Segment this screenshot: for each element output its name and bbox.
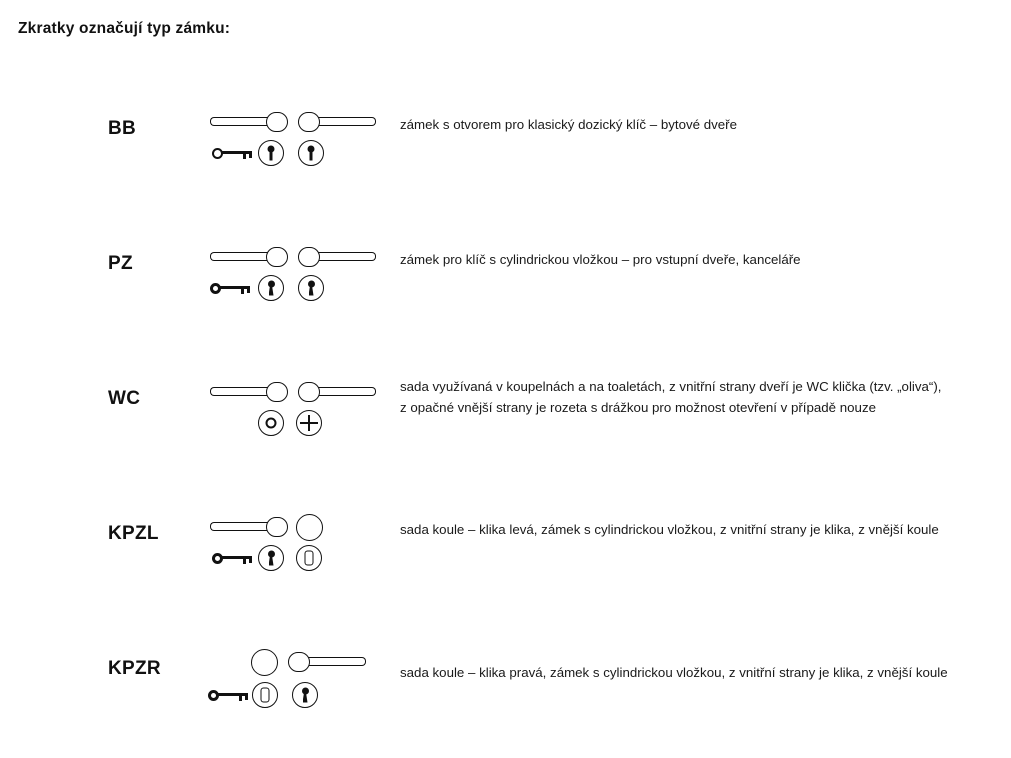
lock-illustration-kpzl	[200, 503, 390, 623]
row-description-text: sada koule – klika levá, zámek s cylindrickou vložkou, z vnitřní strany je klika, z vnější koule	[400, 522, 939, 537]
lock-illustration-pz	[200, 233, 390, 353]
row-description-wc	[400, 376, 1000, 418]
row-description-kpzl	[400, 519, 1000, 540]
row-description-bb	[400, 114, 1000, 135]
rosette-classic-keyhole-right-icon	[298, 140, 324, 166]
row-description-text: zámek s otvorem pro klasický dozický klíč – bytové dveře	[400, 117, 737, 132]
door-handle-left-icon	[210, 382, 288, 402]
rosette-cylinder-keyhole-left-icon	[258, 275, 284, 301]
rosette-oval-blank-right-icon	[296, 545, 322, 571]
row-code-kpzl: KPZL	[108, 523, 159, 544]
door-handle-right-icon	[298, 112, 376, 132]
row-code-pz: PZ	[108, 253, 133, 274]
row-description-text-line2: z opačné vnější strany je rozeta s drážkou pro možnost otevření v případě nouze	[400, 400, 876, 415]
table-row	[0, 207, 1011, 342]
rosette-classic-keyhole-left-icon	[258, 140, 284, 166]
door-handle-right-icon	[288, 652, 366, 672]
lock-illustration-bb	[200, 98, 390, 218]
ball-knob-right-icon	[296, 514, 323, 541]
door-handle-left-icon	[210, 517, 288, 537]
rosette-cylinder-keyhole-right-icon	[292, 682, 318, 708]
cylinder-key-icon	[210, 281, 250, 295]
row-description-text: zámek pro klíč s cylindrickou vložkou – pro vstupní dveře, kanceláře	[400, 252, 801, 267]
page-title: Zkratky označují typ zámku:	[18, 20, 231, 37]
door-handle-right-icon	[298, 382, 376, 402]
rosette-cylinder-keyhole-right-icon	[298, 275, 324, 301]
row-description-pz	[400, 249, 1000, 270]
lock-illustration-wc	[200, 368, 390, 488]
row-code-wc: WC	[108, 388, 141, 409]
row-code-kpzr: KPZR	[108, 658, 161, 679]
ball-knob-left-icon	[251, 649, 278, 676]
table-row	[0, 612, 1011, 747]
abbreviation-rows	[0, 72, 1011, 747]
table-row	[0, 72, 1011, 207]
door-handle-left-icon	[210, 247, 288, 267]
table-row	[0, 342, 1011, 477]
row-description-kpzr	[400, 662, 1000, 683]
cylinder-key-icon	[212, 551, 252, 565]
rosette-oval-blank-left-icon	[252, 682, 278, 708]
row-description-text: sada koule – klika pravá, zámek s cylindrickou vložkou, z vnitřní strany je klika, z vnější koule	[400, 665, 948, 680]
table-row	[0, 477, 1011, 612]
row-code-bb: BB	[108, 118, 137, 139]
rosette-wc-olive-icon	[258, 410, 284, 436]
cylinder-key-icon	[208, 688, 248, 702]
classic-key-icon	[212, 146, 252, 160]
door-handle-right-icon	[298, 247, 376, 267]
rosette-cylinder-keyhole-left-icon	[258, 545, 284, 571]
lock-illustration-kpzr	[200, 638, 390, 758]
door-handle-left-icon	[210, 112, 288, 132]
rosette-wc-slot-icon	[296, 410, 322, 436]
row-description-text: sada využívaná v koupelnách a na toaletách, z vnitřní strany dveří je WC klička (tzv. „oliva“),	[400, 379, 942, 394]
